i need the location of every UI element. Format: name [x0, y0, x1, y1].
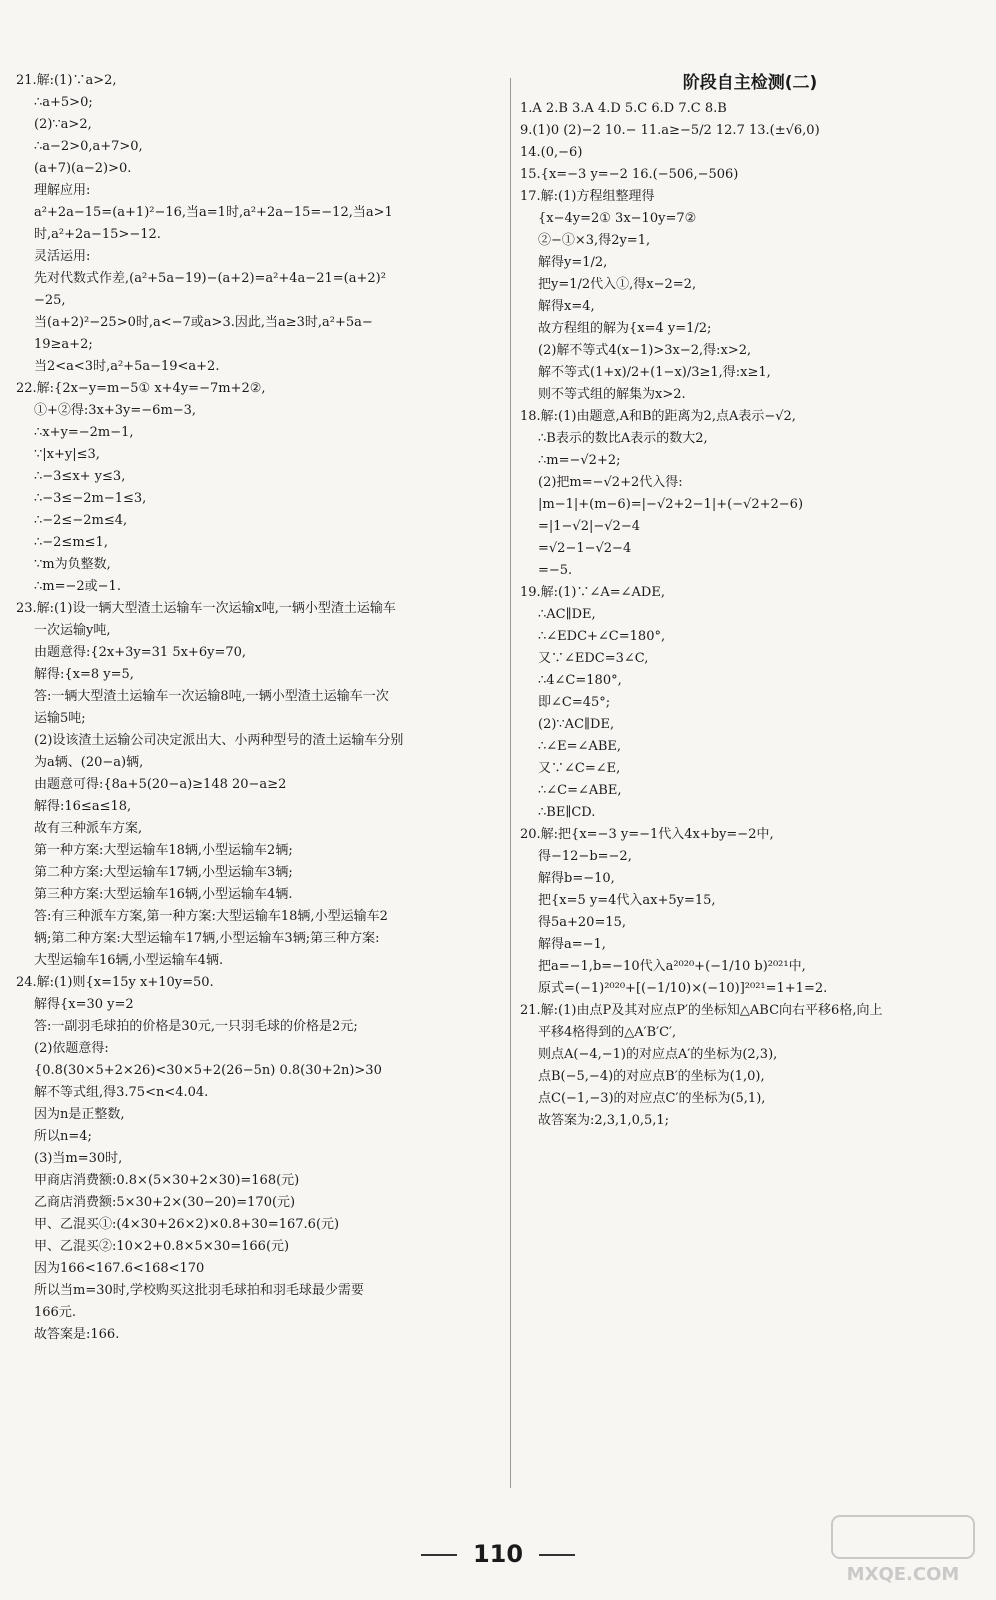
left-column [16, 70, 508, 1346]
answer-line: 得−12−b=−2, [538, 849, 632, 864]
answer-line: 则不等式组的解集为x>2. [538, 387, 686, 402]
answer-line: ②−①×3,得2y=1, [538, 233, 651, 248]
answer-line: {x−4y=2① 3x−10y=7② [538, 211, 697, 226]
answer-line: =−5. [538, 563, 573, 578]
answer-line: ∴AC∥DE, [538, 607, 596, 622]
answer-line: ∴a+5>0; [34, 95, 93, 110]
answer-line: 由题意得:{2x+3y=31 5x+6y=70, [34, 645, 247, 660]
answer-line: 把y=1/2代入①,得x−2=2, [538, 277, 697, 292]
watermark-logo [828, 1510, 978, 1590]
answer-line: 当(a+2)²−25>0时,a<−7或a>3.因此,当a≥3时,a²+5a− [34, 315, 373, 330]
answer-line: (a+7)(a−2)>0. [34, 161, 132, 176]
answer-line: 时,a²+2a−15>−12. [34, 227, 161, 242]
answer-line: 20.解:把{x=−3 y=−1代入4x+by=−2中, [520, 827, 774, 842]
answer-line: ∴−2≤m≤1, [34, 535, 108, 550]
answer-line: ∴∠C=∠ABE, [538, 783, 622, 798]
answer-line: (2)∵a>2, [34, 117, 92, 132]
answer-line: 第三种方案:大型运输车16辆,小型运输车4辆. [34, 887, 293, 902]
answer-line: (3)当m=30时, [34, 1151, 123, 1166]
answer-line: 14.(0,−6) [520, 145, 583, 160]
answer-line: 灵活运用: [34, 249, 91, 264]
answer-line: 答:有三种派车方案,第一种方案:大型运输车18辆,小型运输车2 [34, 909, 388, 924]
answer-line: ∴m=−√2+2; [538, 453, 621, 468]
answer-line: 即∠C=45°; [538, 695, 611, 710]
page-number-text: 110 [472, 1540, 524, 1568]
answer-line: {0.8(30×5+2×26)<30×5+2(26−5n) 0.8(30+2n)>30 [34, 1063, 382, 1078]
answer-line: 故答案是:166. [34, 1327, 120, 1342]
answer-line: ∴−2≤−2m≤4, [34, 513, 128, 528]
answer-line: 故方程组的解为{x=4 y=1/2; [538, 321, 712, 336]
answer-line: ∵m为负整数, [34, 557, 111, 572]
right-column-lines [520, 98, 980, 1132]
watermark-text: MXQE.COM [846, 1564, 960, 1585]
answer-line: 由题意可得:{8a+5(20−a)≥148 20−a≥2 [34, 777, 287, 792]
answer-line: 所以当m=30时,学校购买这批羽毛球拍和羽毛球最少需要 [34, 1283, 364, 1298]
answer-line: ∴B表示的数比A表示的数大2, [538, 431, 708, 446]
answer-line: 解得a=−1, [538, 937, 606, 952]
answer-line: 答:一辆大型渣土运输车一次运输8吨,一辆小型渣土运输车一次 [34, 689, 389, 704]
answer-line: −25, [34, 293, 66, 308]
answer-line: 点C(−1,−3)的对应点C′的坐标为(5,1), [538, 1091, 766, 1106]
answer-line: 得5a+20=15, [538, 915, 627, 930]
answer-line: 解得b=−10, [538, 871, 615, 886]
answer-line: 甲、乙混买①:(4×30+26×2)×0.8+30=167.6(元) [34, 1217, 340, 1232]
answer-line: |m−1|+(m−6)=|−√2+2−1|+(−√2+2−6) [538, 497, 804, 512]
answer-line: 21.解:(1)由点P及其对应点P′的坐标知△ABC向右平移6格,向上 [520, 1003, 883, 1018]
answer-line: 为a辆、(20−a)辆, [34, 755, 144, 770]
answer-line: 22.解:{2x−y=m−5① x+4y=−7m+2②, [16, 381, 266, 396]
answer-line: 答:一副羽毛球拍的价格是30元,一只羽毛球的价格是2元; [34, 1019, 358, 1034]
answer-line: 辆;第二种方案:大型运输车17辆,小型运输车3辆;第三种方案: [34, 931, 380, 946]
answer-line: 当2<a<3时,a²+5a−19<a+2. [34, 359, 220, 374]
answer-line: 因为166<167.6<168<170 [34, 1261, 205, 1276]
answer-line: 24.解:(1)则{x=15y x+10y=50. [16, 975, 214, 990]
answer-line: ①+②得:3x+3y=−6m−3, [34, 403, 197, 418]
answer-line: 故有三种派车方案, [34, 821, 143, 836]
answer-line: 9.(1)0 (2)−2 10.− 11.a≥−5/2 12.7 13.(±√6,0) [520, 123, 820, 138]
answer-line: (2)把m=−√2+2代入得: [538, 475, 683, 490]
answer-line: 点B(−5,−4)的对应点B′的坐标为(1,0), [538, 1069, 765, 1084]
answer-line: 理解应用: [34, 183, 91, 198]
answer-line: 解得y=1/2, [538, 255, 608, 270]
answer-line: 18.解:(1)由题意,A和B的距离为2,点A表示−√2, [520, 409, 796, 424]
answer-line: 把{x=5 y=4代入ax+5y=15, [538, 893, 716, 908]
answer-line: (2)解不等式4(x−1)>3x−2,得:x>2, [538, 343, 752, 358]
answer-line: 又∵∠EDC=3∠C, [538, 651, 649, 666]
answer-line: 甲、乙混买②:10×2+0.8×5×30=166(元) [34, 1239, 290, 1254]
answer-line: ∴BE∥CD. [538, 805, 596, 820]
answer-line: 所以n=4; [34, 1129, 92, 1144]
answer-line: 把a=−1,b=−10代入a²⁰²⁰+(−1/10 b)²⁰²¹中, [538, 959, 806, 974]
answer-line: (2)∵AC∥DE, [538, 717, 615, 732]
answer-line: 解得{x=30 y=2 [34, 997, 134, 1012]
answer-line: =|1−√2|−√2−4 [538, 519, 640, 534]
answer-line: 17.解:(1)方程组整理得 [520, 189, 655, 204]
answer-line: ∴m=−2或−1. [34, 579, 121, 594]
answer-line: (2)依题意得: [34, 1041, 109, 1056]
answer-line: 166元. [34, 1305, 76, 1320]
answer-line: 19.解:(1)∵∠A=∠ADE, [520, 585, 665, 600]
answer-line: 一次运输y吨, [34, 623, 111, 638]
column-divider [510, 78, 511, 1488]
answer-line: ∴−3≤−2m−1≤3, [34, 491, 147, 506]
answer-line: 解不等式(1+x)/2+(1−x)/3≥1,得:x≥1, [538, 365, 771, 380]
right-column [520, 70, 980, 1132]
answer-line: 平移4格得到的△A′B′C′, [538, 1025, 677, 1040]
answer-line: 解得:{x=8 y=5, [34, 667, 134, 682]
answer-line: 因为n是正整数, [34, 1107, 125, 1122]
answer-line: 解不等式组,得3.75<n<4.04. [34, 1085, 209, 1100]
watermark-logo-box [832, 1516, 974, 1558]
answer-line: 第一种方案:大型运输车18辆,小型运输车2辆; [34, 843, 293, 858]
answer-line: 解得x=4, [538, 299, 595, 314]
answer-line: 19≥a+2; [34, 337, 93, 352]
answer-line: (2)设该渣土运输公司决定派出大、小两种型号的渣土运输车分别 [34, 733, 404, 748]
answer-line: ∴a−2>0,a+7>0, [34, 139, 143, 154]
answer-line: 解得:16≤a≤18, [34, 799, 132, 814]
answer-line: 先对代数式作差,(a²+5a−19)−(a+2)=a²+4a−21=(a+2)² [34, 271, 386, 286]
answer-line: a²+2a−15=(a+1)²−16,当a=1时,a²+2a−15=−12,当a>1 [34, 205, 393, 220]
answer-line: 1.A 2.B 3.A 4.D 5.C 6.D 7.C 8.B [520, 101, 727, 116]
answer-line: 乙商店消费额:5×30+2×(30−20)=170(元) [34, 1195, 296, 1210]
answer-line: ∴∠EDC+∠C=180°, [538, 629, 666, 644]
answer-line: ∵|x+y|≤3, [34, 447, 100, 462]
answer-line: 运输5吨; [34, 711, 86, 726]
answer-line: 则点A(−4,−1)的对应点A′的坐标为(2,3), [538, 1047, 778, 1062]
answer-line: 又∵∠C=∠E, [538, 761, 621, 776]
answer-line: 原式=(−1)²⁰²⁰+[(−1/10)×(−10)]²⁰²¹=1+1=2. [538, 981, 828, 996]
section-title: 阶段自主检测(二) [682, 73, 818, 93]
answer-line: 第二种方案:大型运输车17辆,小型运输车3辆; [34, 865, 293, 880]
answer-line: 23.解:(1)设一辆大型渣土运输车一次运输x吨,一辆小型渣土运输车 [16, 601, 396, 616]
answer-line: 21.解:(1)∵a>2, [16, 73, 117, 88]
answer-line: ∴−3≤x+ y≤3, [34, 469, 126, 484]
answer-line: =√2−1−√2−4 [538, 541, 632, 556]
answer-line: 15.{x=−3 y=−2 16.(−506,−506) [520, 167, 739, 182]
answer-line: ∴4∠C=180°, [538, 673, 622, 688]
answer-line: ∴∠E=∠ABE, [538, 739, 622, 754]
answer-line: 故答案为:2,3,1,0,5,1; [538, 1113, 670, 1128]
answer-line: 大型运输车16辆,小型运输车4辆. [34, 953, 224, 968]
answer-line: ∴x+y=−2m−1, [34, 425, 134, 440]
answer-line: 甲商店消费额:0.8×(5×30+2×30)=168(元) [34, 1173, 300, 1188]
